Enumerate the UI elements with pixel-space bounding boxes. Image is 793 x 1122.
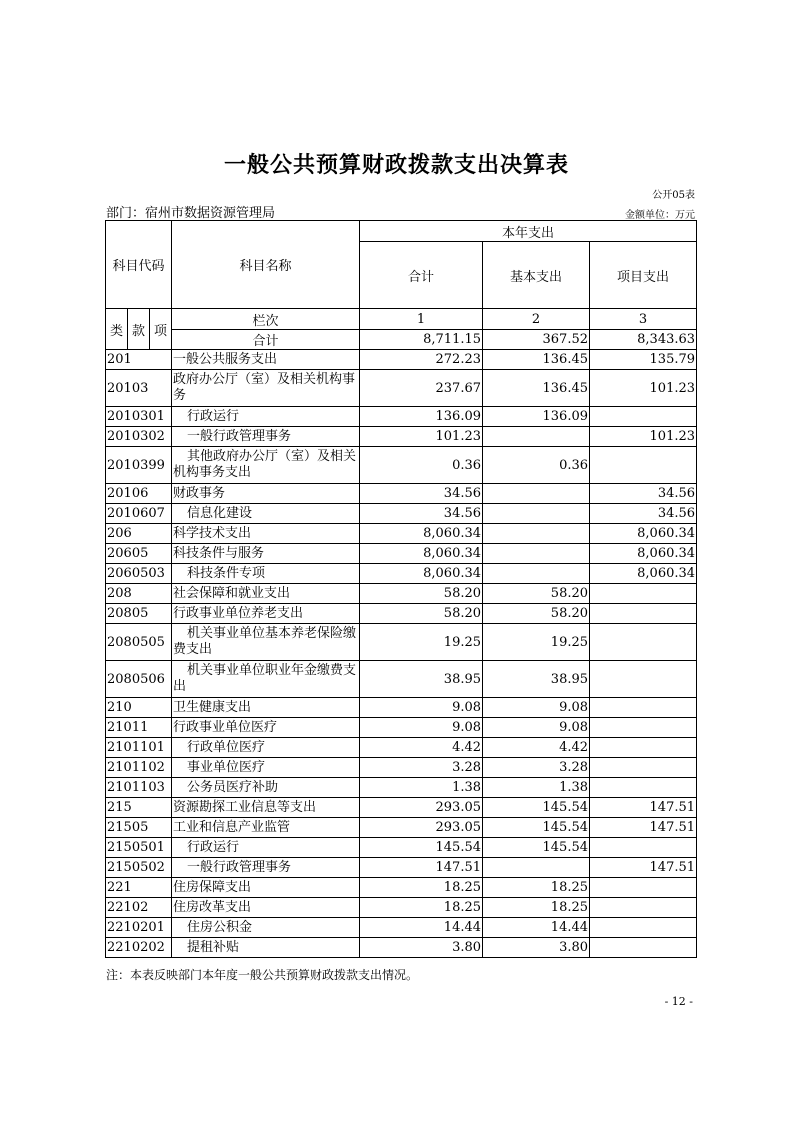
row-name: 卫生健康支出 (172, 698, 360, 718)
table-row (106, 798, 697, 818)
table-row (106, 778, 697, 798)
row-code: 2101101 (106, 738, 172, 758)
table-row (106, 484, 697, 504)
row-total: 8,060.34 (360, 524, 483, 544)
header-year-expenditure: 本年支出 (360, 221, 697, 242)
total-project: 8,343.63 (590, 330, 697, 350)
form-code: 公开05表 (652, 190, 695, 201)
row-project (590, 878, 697, 898)
total-basic: 367.52 (483, 330, 590, 350)
page-number: - 12 - (664, 995, 693, 1008)
department-label: 部门：宿州市数据资源管理局 (106, 206, 276, 221)
row-name: 社会保障和就业支出 (172, 584, 360, 604)
table-row (106, 918, 697, 938)
row-basic: 18.25 (483, 878, 590, 898)
table-body (106, 350, 697, 958)
row-name: 机关事业单位职业年金缴费支出 (172, 661, 360, 698)
row-basic (483, 544, 590, 564)
row-total: 34.56 (360, 504, 483, 524)
header-col2: 2 (483, 309, 590, 330)
row-name: 行政事业单位医疗 (172, 718, 360, 738)
row-project (590, 758, 697, 778)
row-project (590, 778, 697, 798)
row-basic (483, 504, 590, 524)
row-total: 19.25 (360, 624, 483, 661)
row-name: 一般行政管理事务 (172, 427, 360, 447)
row-code: 208 (106, 584, 172, 604)
row-name: 行政运行 (172, 407, 360, 427)
row-code: 2060503 (106, 564, 172, 584)
header-basic: 基本支出 (483, 242, 590, 309)
row-project: 8,060.34 (590, 544, 697, 564)
header-row-1 (106, 221, 697, 242)
table-row (106, 718, 697, 738)
row-basic: 136.45 (483, 350, 590, 370)
table-row (106, 370, 697, 407)
row-project (590, 698, 697, 718)
row-basic (483, 564, 590, 584)
table-row (106, 584, 697, 604)
row-basic: 9.08 (483, 718, 590, 738)
row-code: 2010301 (106, 407, 172, 427)
row-name: 科技条件与服务 (172, 544, 360, 564)
row-basic: 136.45 (483, 370, 590, 407)
row-name: 行政运行 (172, 838, 360, 858)
row-name: 住房公积金 (172, 918, 360, 938)
row-total: 1.38 (360, 778, 483, 798)
row-project: 34.56 (590, 484, 697, 504)
row-total: 136.09 (360, 407, 483, 427)
row-total: 8,060.34 (360, 564, 483, 584)
row-basic: 3.28 (483, 758, 590, 778)
row-total: 38.95 (360, 661, 483, 698)
total-row (106, 330, 697, 350)
row-code: 22102 (106, 898, 172, 918)
row-name: 住房改革支出 (172, 898, 360, 918)
row-name: 工业和信息产业监管 (172, 818, 360, 838)
row-name: 科学技术支出 (172, 524, 360, 544)
table-row (106, 544, 697, 564)
row-code: 20605 (106, 544, 172, 564)
row-total: 0.36 (360, 447, 483, 484)
table-row (106, 564, 697, 584)
row-project (590, 584, 697, 604)
row-code: 20103 (106, 370, 172, 407)
row-project (590, 938, 697, 958)
row-basic: 18.25 (483, 898, 590, 918)
row-project: 147.51 (590, 798, 697, 818)
row-basic (483, 858, 590, 878)
row-basic: 145.54 (483, 818, 590, 838)
row-total: 14.44 (360, 918, 483, 938)
row-project (590, 407, 697, 427)
header-subject-name: 科目名称 (172, 221, 360, 309)
row-code: 201 (106, 350, 172, 370)
row-code: 2010302 (106, 427, 172, 447)
table-row (106, 624, 697, 661)
row-code: 2080505 (106, 624, 172, 661)
row-code: 21011 (106, 718, 172, 738)
table-row (106, 838, 697, 858)
row-total: 147.51 (360, 858, 483, 878)
row-project (590, 718, 697, 738)
row-project: 135.79 (590, 350, 697, 370)
header-code-group: 科目代码 (106, 221, 172, 309)
row-basic: 38.95 (483, 661, 590, 698)
unit-label: 金额单位：万元 (625, 210, 695, 221)
row-code: 21505 (106, 818, 172, 838)
row-basic: 14.44 (483, 918, 590, 938)
table-row (106, 407, 697, 427)
total-total: 8,711.15 (360, 330, 483, 350)
row-name: 资源勘探工业信息等支出 (172, 798, 360, 818)
row-total: 3.28 (360, 758, 483, 778)
row-code: 2150502 (106, 858, 172, 878)
total-label: 合计 (172, 330, 360, 350)
header-total: 合计 (360, 242, 483, 309)
row-basic: 58.20 (483, 584, 590, 604)
row-total: 4.42 (360, 738, 483, 758)
header-cat-lei: 类 (106, 309, 128, 350)
table-row (106, 698, 697, 718)
table-row (106, 878, 697, 898)
row-code: 2010607 (106, 504, 172, 524)
row-project: 147.51 (590, 858, 697, 878)
row-total: 101.23 (360, 427, 483, 447)
row-name: 公务员医疗补助 (172, 778, 360, 798)
row-code: 2150501 (106, 838, 172, 858)
row-total: 9.08 (360, 718, 483, 738)
header-project: 项目支出 (590, 242, 697, 309)
row-code: 2210202 (106, 938, 172, 958)
header-row-3 (106, 309, 697, 330)
page-title: 一般公共预算财政拨款支出决算表 (223, 152, 569, 178)
table-row (106, 858, 697, 878)
header-col1: 1 (360, 309, 483, 330)
row-name: 科技条件专项 (172, 564, 360, 584)
row-code: 2101103 (106, 778, 172, 798)
row-name: 政府办公厅（室）及相关机构事务 (172, 370, 360, 407)
row-project (590, 918, 697, 938)
row-basic: 1.38 (483, 778, 590, 798)
row-total: 293.05 (360, 818, 483, 838)
row-name: 事业单位医疗 (172, 758, 360, 778)
table-row (106, 898, 697, 918)
row-project: 101.23 (590, 370, 697, 407)
row-basic: 136.09 (483, 407, 590, 427)
row-total: 237.67 (360, 370, 483, 407)
table-row (106, 818, 697, 838)
row-code: 210 (106, 698, 172, 718)
row-project: 8,060.34 (590, 564, 697, 584)
row-total: 18.25 (360, 898, 483, 918)
row-total: 9.08 (360, 698, 483, 718)
table-row (106, 447, 697, 484)
row-code: 2010399 (106, 447, 172, 484)
row-basic: 145.54 (483, 838, 590, 858)
row-basic: 19.25 (483, 624, 590, 661)
row-basic: 9.08 (483, 698, 590, 718)
row-total: 3.80 (360, 938, 483, 958)
row-name: 提租补贴 (172, 938, 360, 958)
row-name: 住房保障支出 (172, 878, 360, 898)
header-col3: 3 (590, 309, 697, 330)
row-project (590, 447, 697, 484)
row-code: 2210201 (106, 918, 172, 938)
row-project (590, 661, 697, 698)
row-name: 机关事业单位基本养老保险缴费支出 (172, 624, 360, 661)
table-row (106, 758, 697, 778)
row-total: 18.25 (360, 878, 483, 898)
row-code: 2080506 (106, 661, 172, 698)
header-cat-xiang: 项 (150, 309, 172, 350)
row-total: 34.56 (360, 484, 483, 504)
row-basic: 3.80 (483, 938, 590, 958)
row-basic (483, 524, 590, 544)
row-basic: 145.54 (483, 798, 590, 818)
row-code: 215 (106, 798, 172, 818)
row-basic: 58.20 (483, 604, 590, 624)
header-cat-kuan: 款 (128, 309, 150, 350)
row-basic (483, 427, 590, 447)
table-row (106, 661, 697, 698)
row-total: 8,060.34 (360, 544, 483, 564)
row-basic (483, 484, 590, 504)
row-project: 101.23 (590, 427, 697, 447)
table-row (106, 350, 697, 370)
expenditure-table (105, 220, 697, 958)
table-row (106, 427, 697, 447)
row-project (590, 738, 697, 758)
row-name: 财政事务 (172, 484, 360, 504)
row-total: 58.20 (360, 584, 483, 604)
row-code: 20106 (106, 484, 172, 504)
row-project (590, 838, 697, 858)
table-row (106, 524, 697, 544)
row-total: 272.23 (360, 350, 483, 370)
row-name: 行政事业单位养老支出 (172, 604, 360, 624)
row-code: 206 (106, 524, 172, 544)
row-project: 34.56 (590, 504, 697, 524)
row-code: 20805 (106, 604, 172, 624)
row-name: 一般公共服务支出 (172, 350, 360, 370)
row-name: 行政单位医疗 (172, 738, 360, 758)
row-name: 其他政府办公厅（室）及相关机构事务支出 (172, 447, 360, 484)
row-code: 221 (106, 878, 172, 898)
row-total: 145.54 (360, 838, 483, 858)
row-basic: 4.42 (483, 738, 590, 758)
header-column-label: 栏次 (172, 309, 360, 330)
footnote: 注：本表反映部门本年度一般公共预算财政拨款支出情况。 (106, 968, 419, 982)
table-row (106, 938, 697, 958)
table-row (106, 504, 697, 524)
row-total: 293.05 (360, 798, 483, 818)
row-project (590, 604, 697, 624)
table-row (106, 738, 697, 758)
row-project: 147.51 (590, 818, 697, 838)
row-code: 2101102 (106, 758, 172, 778)
row-project: 8,060.34 (590, 524, 697, 544)
row-total: 58.20 (360, 604, 483, 624)
row-name: 一般行政管理事务 (172, 858, 360, 878)
table-row (106, 604, 697, 624)
row-basic: 0.36 (483, 447, 590, 484)
row-name: 信息化建设 (172, 504, 360, 524)
row-project (590, 624, 697, 661)
row-project (590, 898, 697, 918)
